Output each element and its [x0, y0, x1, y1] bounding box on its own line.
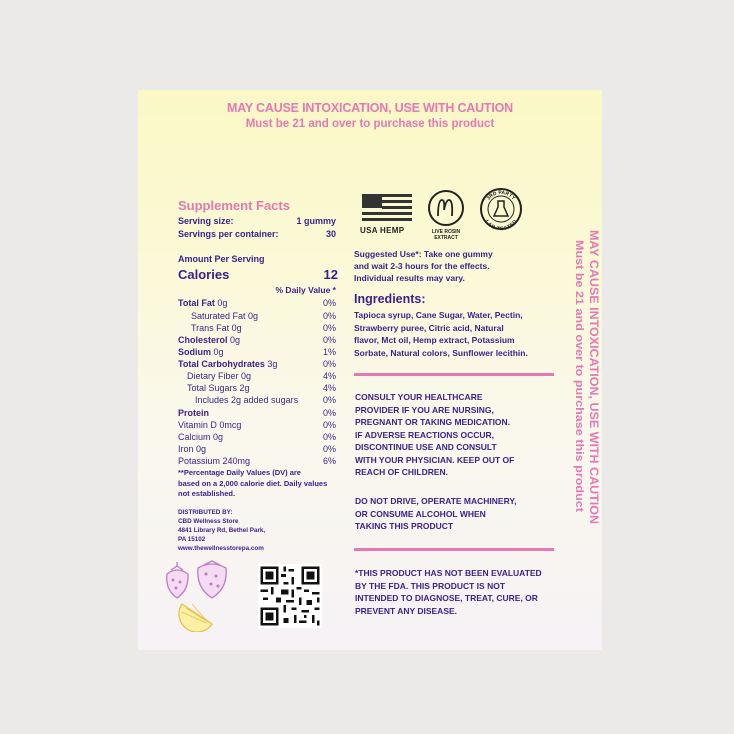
distributor-website: www.thewellnesstorepa.com — [178, 545, 264, 552]
nutrient-row-total-carbohydrates — [178, 359, 277, 369]
ingredients-line: Tapioca syrup, Cane Sugar, Water, Pectin, — [354, 310, 523, 320]
nutrient-amount: 0g — [213, 347, 224, 357]
dv-footnote — [178, 468, 327, 500]
age-warning: Must be 21 and over to purchase this product — [245, 118, 495, 130]
nutrient-name: Sodium — [178, 347, 211, 357]
nutrient-dv: 1% — [322, 347, 336, 357]
lab-tested-bottom-text: LAB TESTED — [483, 218, 519, 232]
consult-line: IF ADVERSE REACTIONS OCCUR, — [355, 429, 495, 440]
live-rosin-label — [422, 229, 470, 241]
nutrient-amount: 0g — [217, 298, 228, 308]
suggested-use-line: and wait 2-3 hours for the effects. — [354, 261, 490, 271]
nutrient-dv: 0% — [322, 432, 336, 442]
fruit-illustration — [162, 560, 246, 632]
consult-line: PREGNANT OR TAKING MEDICATION. — [355, 417, 511, 427]
live-rosin-line: LIVE ROSIN — [431, 229, 461, 235]
side-warning-line2: Must be 21 and over to purchase this product — [573, 240, 585, 478]
nutrient-row-iron: Iron 0g — [178, 444, 207, 454]
nutrient-dv: 0% — [322, 444, 336, 454]
nutrient-amount: 3g — [267, 359, 278, 369]
fda-line: PREVENT ANY DISEASE. — [355, 605, 458, 616]
live-rosin-line: EXTRACT — [434, 235, 458, 241]
serving-size-value: 1 gummy — [296, 216, 336, 226]
ingredients-line: flavor, Mct oil, Hemp extract, Potassium — [354, 335, 515, 345]
divider — [354, 373, 554, 376]
fda-line: BY THE FDA. THIS PRODUCT IS NOT — [355, 580, 506, 591]
distributor-address: 4841 Library Rd, Bethel Park, — [178, 527, 266, 534]
distributor-name: CBD Wellness Store — [178, 518, 239, 525]
ingredients-list — [354, 309, 528, 359]
usa-hemp-label: USA HEMP — [360, 226, 405, 235]
nutrient-row-total-fat — [178, 298, 227, 308]
nutrient-dv: 0% — [322, 335, 336, 345]
footnote-line: **Percentage Daily Values (DV) are — [178, 468, 301, 477]
live-rosin-icon — [426, 188, 466, 228]
consult-warning — [355, 391, 514, 479]
distributor-info — [178, 508, 265, 553]
strawberry-icon — [167, 562, 188, 598]
servings-per-container-label: Servings per container: — [178, 229, 279, 239]
suggested-use — [354, 248, 493, 284]
nutrient-dv: 0% — [322, 420, 336, 430]
nutrient-dv: 0% — [322, 298, 336, 308]
nutrient-row-total-sugars: Total Sugars 2g — [187, 383, 250, 393]
footnote-line: based on a 2,000 calorie diet. Daily values — [178, 478, 328, 488]
divider — [354, 548, 554, 551]
supplement-facts-title: Supplement Facts — [178, 198, 290, 213]
nutrient-row-calcium: Calcium 0g — [178, 432, 224, 442]
calories-label: Calories — [178, 267, 230, 282]
nutrient-row-cholesterol — [178, 335, 240, 345]
driving-warning-line: DO NOT DRIVE, OPERATE MACHINERY, — [355, 496, 517, 506]
driving-warning-line: TAKING THIS PRODUCT — [355, 521, 454, 531]
amount-per-serving: Amount Per Serving — [178, 254, 265, 264]
ingredients-line: Strawberry puree, Citric acid, Natural — [354, 322, 504, 333]
suggested-use-line: Suggested Use*: Take one gummy — [354, 249, 493, 259]
daily-value-header: % Daily Value * — [275, 285, 336, 295]
nutrient-row-sodium — [178, 347, 224, 357]
ingredients-title: Ingredients: — [354, 292, 426, 306]
nutrient-name: Cholesterol — [178, 335, 228, 345]
ingredients-line: Sorbate, Natural colors, Sunflower lecithin. — [354, 347, 528, 358]
side-warning — [560, 228, 602, 528]
nutrient-name: Total Carbohydrates — [178, 359, 265, 369]
nutrient-dv: 4% — [322, 371, 336, 381]
fda-disclaimer — [355, 567, 542, 617]
distributor-address: PA 15102 — [178, 536, 206, 543]
nutrient-dv: 4% — [322, 383, 336, 393]
nutrient-dv: 0% — [322, 323, 336, 333]
suggested-use-line: Individual results may vary. — [354, 273, 465, 283]
servings-per-container-value: 30 — [325, 229, 336, 239]
nutrient-dv: 0% — [322, 311, 336, 321]
warning-title: MAY CAUSE INTOXICATION, USE WITH CAUTION — [226, 101, 513, 115]
consult-line: WITH YOUR PHYSICIAN. KEEP OUT OF — [355, 454, 515, 465]
driving-warning — [355, 495, 517, 533]
serving-size-label: Serving size: — [178, 216, 234, 226]
fda-line: *THIS PRODUCT HAS NOT BEEN EVALUATED — [355, 568, 542, 578]
footnote-line: not established. — [178, 489, 236, 498]
nutrient-row-potassium: Potassium 240mg — [178, 456, 251, 466]
qr-code — [258, 564, 322, 628]
product-label — [138, 90, 602, 650]
lemon-slice-icon — [179, 604, 212, 632]
side-warning-line1: MAY CAUSE INTOXICATION, USE WITH CAUTION — [587, 230, 601, 513]
strawberry-icon — [198, 561, 226, 598]
calories-value: 12 — [323, 267, 338, 282]
consult-line: CONSULT YOUR HEALTHCARE — [355, 392, 483, 402]
nutrient-dv: 0% — [322, 359, 336, 369]
nutrient-row-added-sugars: Includes 2g added sugars — [195, 395, 299, 405]
nutrient-name: Total Fat — [178, 298, 215, 308]
nutrient-row-protein: Protein — [178, 408, 210, 418]
nutrient-dv: 0% — [322, 395, 336, 405]
driving-warning-line: OR CONSUME ALCOHOL WHEN — [355, 508, 486, 519]
nutrient-row-trans-fat: Trans Fat 0g — [191, 323, 242, 333]
lab-tested-top-text: 3RD PARTY — [485, 189, 517, 202]
nutrient-dv: 0% — [322, 408, 336, 418]
nutrient-row-dietary-fiber: Dietary Fiber 0g — [187, 371, 252, 381]
consult-line: PROVIDER IF YOU ARE NURSING, — [355, 404, 494, 415]
consult-line: REACH OF CHILDREN. — [355, 467, 449, 477]
consult-line: DISCONTINUE USE AND CONSULT — [355, 442, 497, 452]
nutrient-row-saturated-fat: Saturated Fat 0g — [191, 311, 259, 321]
nutrient-amount: 0g — [230, 335, 241, 345]
distributor-label: DISTRIBUTED BY: — [178, 509, 233, 516]
nutrient-row-vitamin-d: Vitamin D 0mcg — [178, 420, 242, 430]
fda-line: INTENDED TO DIAGNOSE, TREAT, CURE, OR — [355, 593, 538, 603]
nutrient-dv: 6% — [322, 456, 336, 466]
lab-tested-icon — [478, 186, 524, 232]
